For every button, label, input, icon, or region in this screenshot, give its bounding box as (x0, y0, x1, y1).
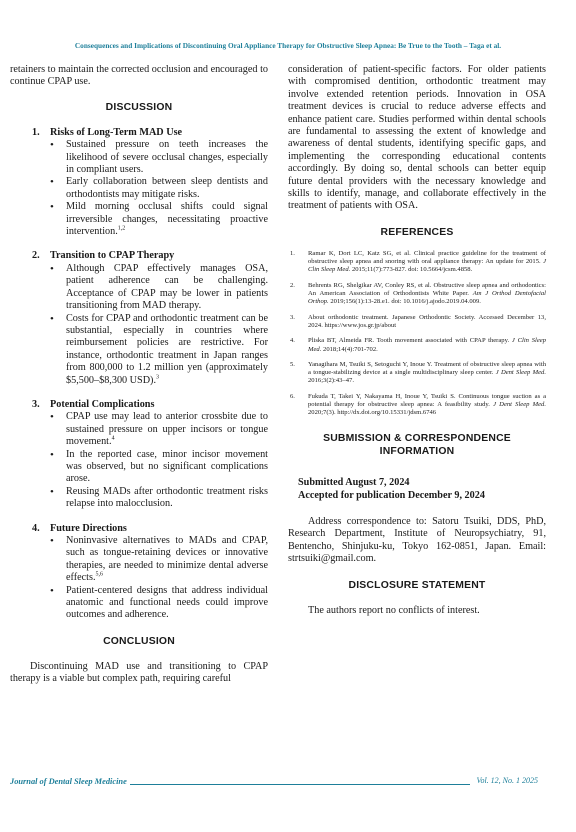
list-item: • In the reported case, minor incisor movement was observed, but no significant complications arose. (66, 449, 268, 486)
subsection-number: 1. (32, 126, 40, 138)
discussion-heading: DISCUSSION (105, 101, 173, 113)
subsection-title: Risks of Long-Term MAD Use (50, 126, 183, 138)
list-item: • Patient-centered designs that address individual anatomic and functional needs could improve outcomes and adherence. (66, 585, 268, 622)
list-item: • Mild morning occlusal shifts could signal irreversible changes, necessitating proactive intervention.$^{1,2}$ (66, 201, 268, 238)
subsection-number: 4. (32, 522, 40, 534)
list-item: • Early collaboration between sleep dentists and orthodontists may mitigate risks. (66, 176, 268, 201)
disclosure-paragraph: The authors report no conflicts of interest. (308, 605, 480, 616)
subsection-title: Transition to CPAP Therapy (50, 250, 175, 262)
disclosure-heading: DISCLOSURE STATEMENT (348, 580, 486, 591)
list-item: • Reusing MADs after orthodontic treatment risks relapse into malocclusion. (66, 486, 268, 511)
reference-item: 3. About orthodontic treatment. Japanese Orthodontic Society. Accessed December 13, 2024. https://www.jos.gr.jp/about (290, 313, 546, 329)
subsection-title: Potential Complications (50, 398, 155, 410)
references-heading: REFERENCES (380, 226, 454, 238)
footer-volume: Vol. 12, No. 1 2025 (476, 776, 538, 785)
footer-divider (130, 784, 470, 785)
footer-journal-title: Journal of Dental Sleep Medicine (10, 777, 127, 786)
subsection-cpap (10, 250, 268, 262)
right-column (288, 64, 546, 617)
complications-list (66, 411, 268, 510)
reference-item: 5. Yanagihara M, Tsuiki S, Setoguchi Y, Inoue Y. Treatment of obstructive sleep apnea with a tongue-stabilizing device at a single multidisciplinary sleep center. J Dent Sleep Med. 2016;3(2):43–47. (290, 360, 546, 385)
reference-item: 4. Pliska BT, Almeida FR. Tooth movement associated with CPAP therapy. J Clin Sleep Med. 2018;14(4):701-702. (290, 337, 546, 353)
future-list (66, 535, 268, 622)
submitted-date: Submitted August 7, 2024 (298, 476, 410, 488)
list-item: • CPAP use may lead to anterior crossbite due to sustained pressure on upper incisors or tongue movement.$^4$ (66, 411, 268, 448)
citation: 4 (111, 435, 115, 442)
conclusion-paragraph: Discontinuing MAD use and transitioning to CPAP therapy is a viable but complex path, requiring careful (10, 660, 268, 685)
left-column (10, 64, 268, 686)
risks-list (66, 139, 268, 238)
accepted-date: Accepted for publication December 9, 2024 (298, 489, 485, 501)
list-item: • Noninvasive alternatives to MADs and CPAP, such as tongue-retaining devices or innovative therapies, are needed to minimize dental adverse effects.$^{5,6}$ (66, 535, 268, 585)
submission-heading: SUBMISSION & CORRESPONDENCE INFORMATION (323, 432, 511, 457)
subsection-number: 3. (32, 398, 40, 410)
reference-item: 1. Ramar K, Dort LC, Katz SG, et al. Clinical practice guideline for the treatment of obstructive sleep apnea and snoring with oral appliance therapy: An update for 2015. J Clin Sleep Med. 2015;11(7):773-827. doi: 10.5664/jcsm.4858. (290, 249, 546, 274)
citation: 5,6 (95, 571, 104, 578)
references-list (288, 250, 546, 418)
citation: 1,2 (117, 225, 126, 232)
subsection-future (10, 523, 268, 535)
list-item: • Costs for CPAP and orthodontic treatment can be substantial, especially in countries where reimbursement policies are restrictive. For instance, orthodontic treatment in Japan ranges from 800,000 to 1.2 million yen (approximately $5,500–$8,300 USD).$^3$ (66, 313, 268, 387)
list-item: • Sustained pressure on teeth increases the likelihood of severe occlusal changes, especially in compliant users. (66, 139, 268, 176)
continuation-paragraph: consideration of patient-specific factors. For older patients with compromised dentition, orthodontic treatment may involve extended retention periods. Innovation in OSA treatment devices is crucial to reduce adverse effects and enhance patient care. Studies performed within dental schools are fundamental to assessing the extent of knowledge and awareness of dental students, identifying specific gaps, and implementing the corresponding educational contents accordingly. By doing so, dental schools can better equip future dental providers with the necessary knowledge and skills to identify, manage, and collaborate effectively in the treatment of patients with OSA. (288, 64, 546, 212)
conclusion-heading: CONCLUSION (103, 635, 175, 647)
reference-item: 6. Fukuda T, Takei Y, Nakayama H, Inoue Y, Tsuiki S. Continuous tongue suction as a potential therapy for obstructive sleep apnea: A feasibility study. J Dent Sleep Med. 2020;7(3). http://dx.doi.org/10.15331/jdsm.6746 (290, 392, 546, 417)
running-head: Consequences and Implications of Discontinuing Oral Appliance Therapy for Obstructive Sleep Apnea: Be True to the Tooth – Taga et al. (74, 41, 502, 50)
submission-dates (288, 476, 546, 502)
subsection-number: 2. (32, 250, 40, 262)
intro-paragraph: retainers to maintain the corrected occlusion and encouraged to continue CPAP use. (10, 64, 268, 88)
subsection-risks (10, 127, 268, 139)
subsection-title: Future Directions (50, 522, 127, 534)
citation: 3 (156, 374, 159, 381)
reference-item: 2. Behrents RG, Shelgikar AV, Conley RS, et al. Obstructive sleep apnea and orthodontics: An American Association of Orthodontists White Paper. Am J Orthod Dentofacial Orthop. 2019;156(1):13-28.e1. doi: 10.1016/j.ajodo.2019.04.009. (290, 281, 547, 306)
cpap-list (66, 263, 268, 387)
correspondence-paragraph: Address correspondence to: Satoru Tsuiki, DDS, PhD, Research Department, Institute of Neuropsychiatry, 91, Bentencho, Shinjuku-ku, Tokyo 162-0851, Japan. Email: strtsuiki@gmail.com. (288, 515, 546, 565)
list-item: • Although CPAP effectively manages OSA, patient adherence can be challenging. Acceptance of CPAP may be lower in patients transitioning from MAD therapy. (66, 263, 268, 313)
subsection-complications (10, 399, 268, 411)
